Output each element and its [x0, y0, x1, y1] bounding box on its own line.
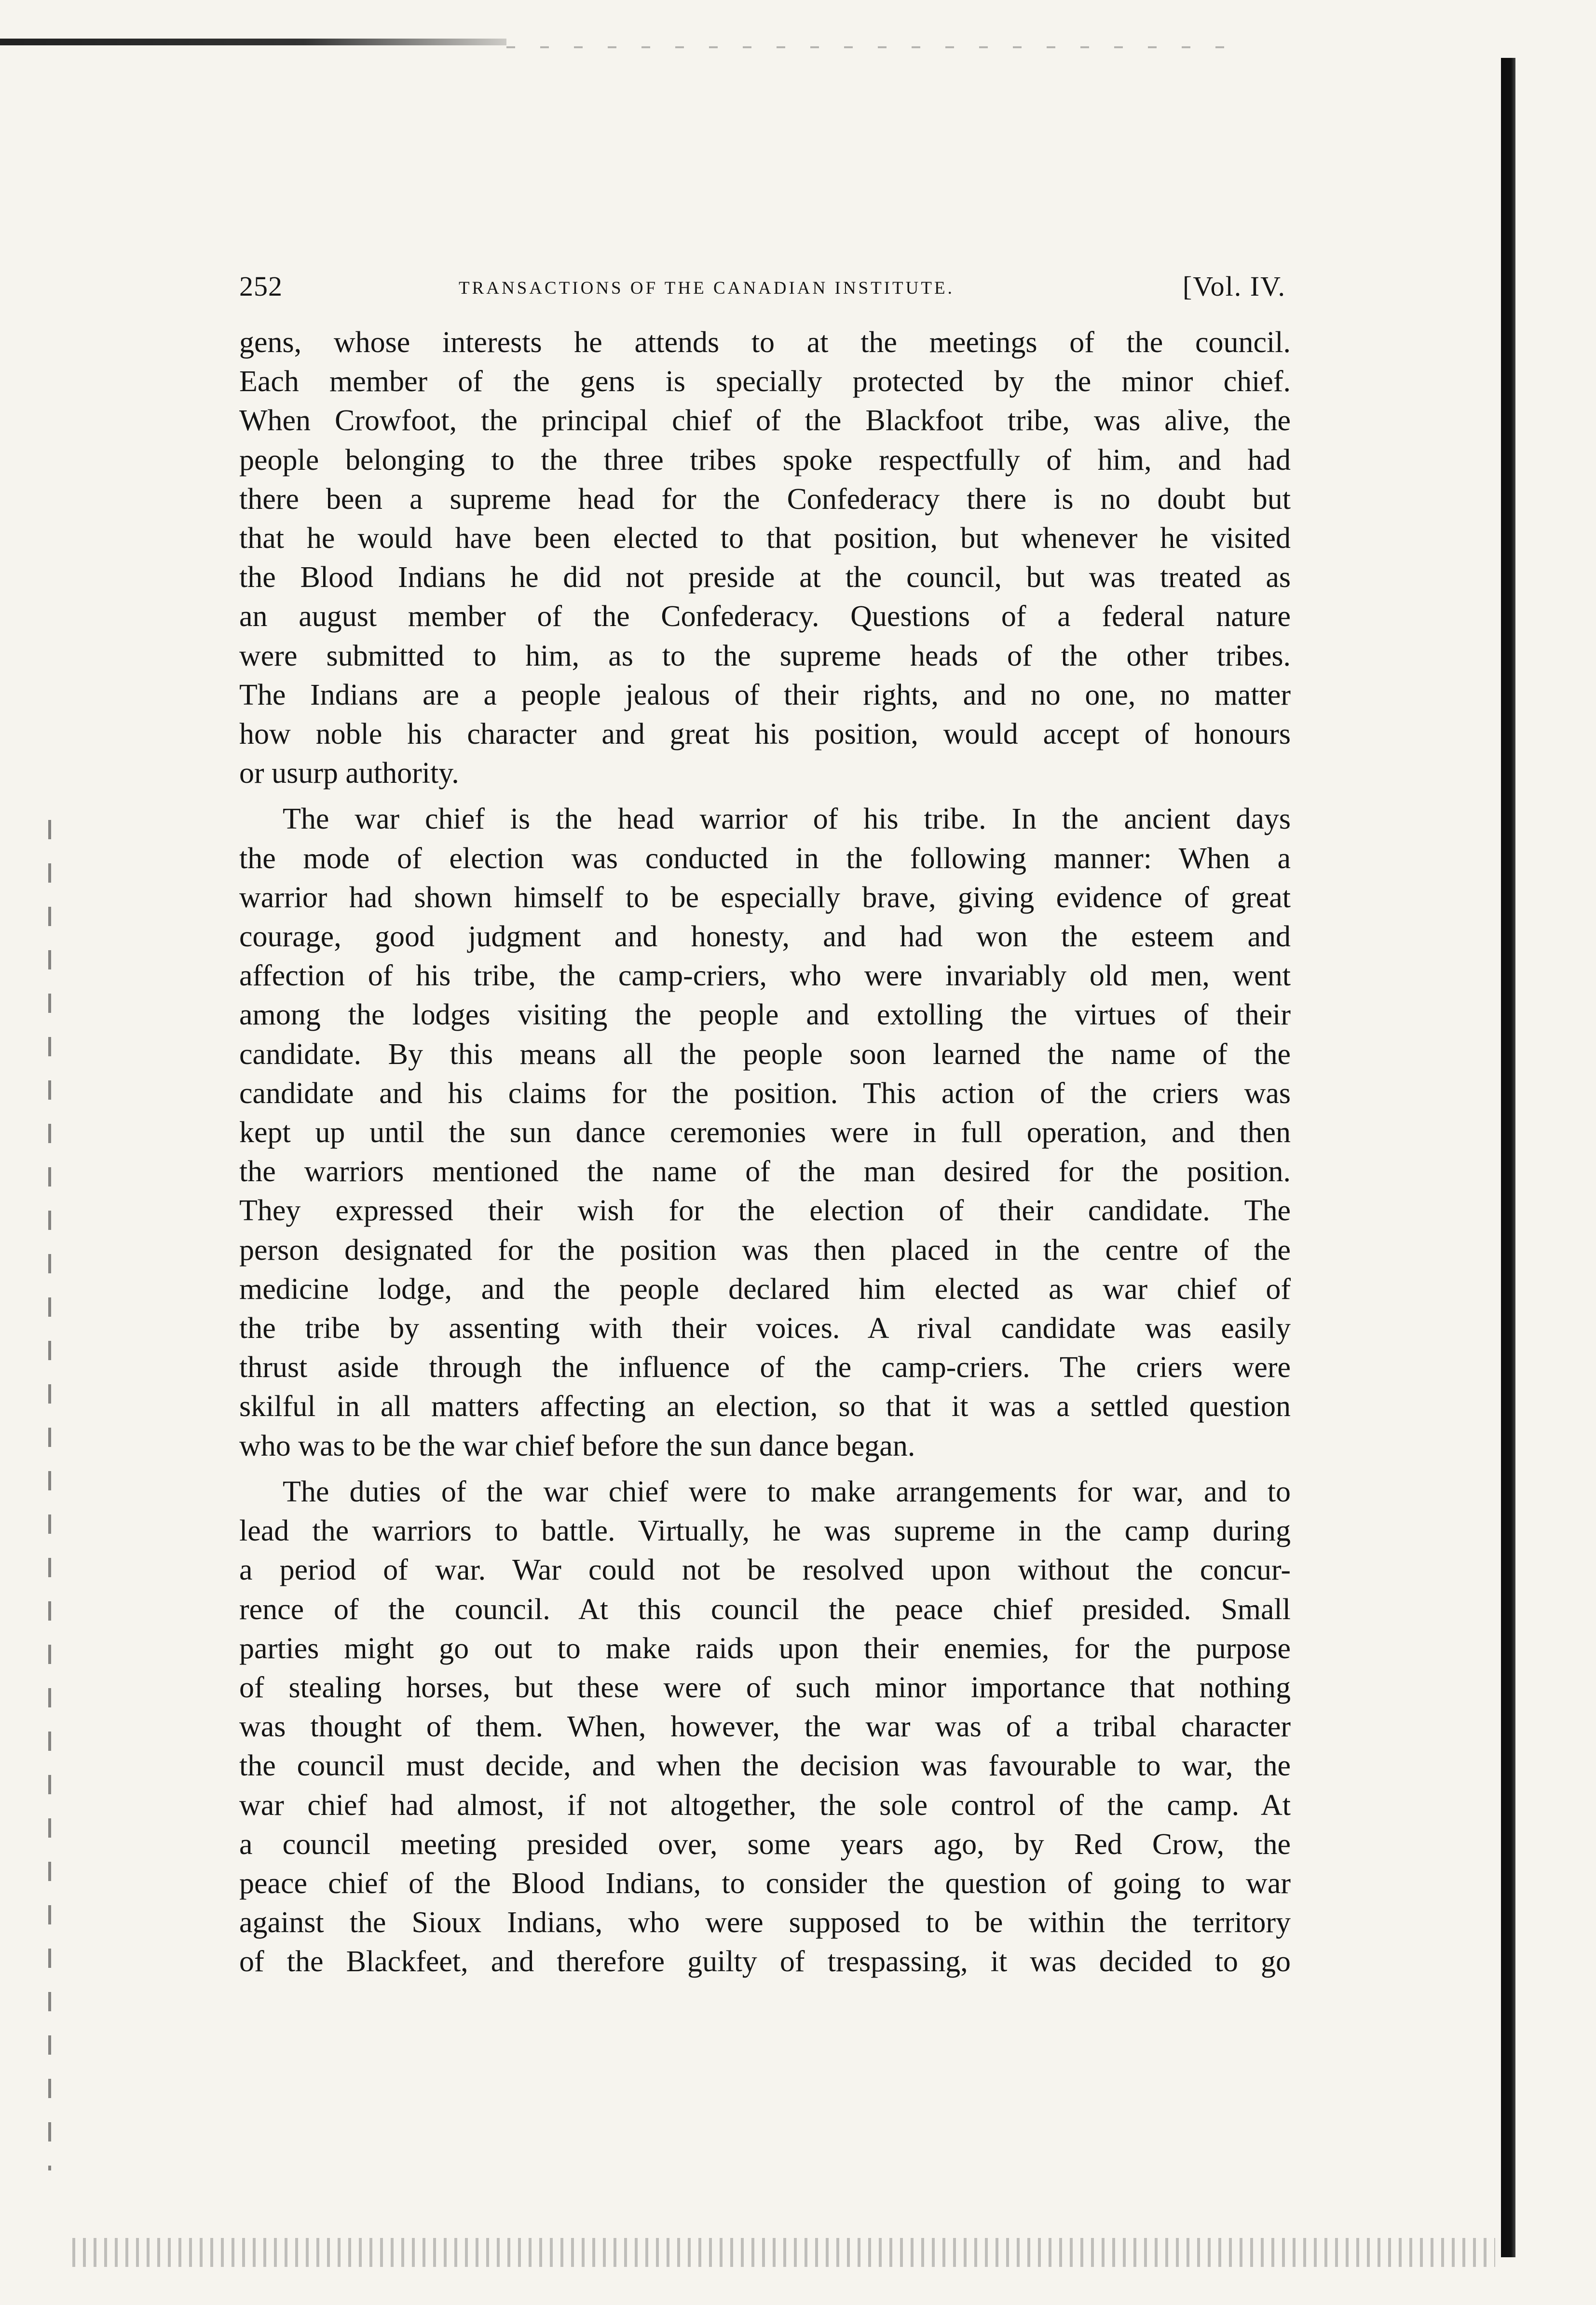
text-line: medicine lodge, and the people declared him elected as war chief of: [239, 1272, 1291, 1306]
bottom-edge-noise: [72, 2238, 1495, 2267]
text-line: The war chief is the head warrior of his tribe. In the ancient days: [283, 803, 1291, 836]
text-line: a council meeting presided over, some years ago, by Red Crow, the: [239, 1828, 1291, 1861]
paragraph: [239, 323, 1291, 793]
paragraph: [239, 1473, 1291, 1982]
text-line: parties might go out to make raids upon their enemies, for the purpose: [239, 1632, 1291, 1665]
scan-edge-rule: [0, 39, 506, 45]
running-title: TRANSACTIONS OF THE CANADIAN INSTITUTE.: [459, 278, 955, 298]
text-line: The duties of the war chief were to make arrangements for war, and to: [283, 1475, 1291, 1508]
scan-edge-noise: [506, 46, 1230, 48]
text-line: a period of war. War could not be resolved upon without the concur-: [239, 1554, 1291, 1587]
text-line: warrior had shown himself to be especially brave, giving evidence of great: [239, 881, 1291, 914]
text-line: the mode of election was conducted in the following manner: When a: [239, 842, 1291, 875]
text-line: the council must decide, and when the decision was favourable to war, the: [239, 1749, 1291, 1783]
text-line: thrust aside through the influence of the camp-criers. The criers were: [239, 1351, 1291, 1384]
text-line: They expressed their wish for the election of their candidate. The: [239, 1194, 1291, 1228]
page-number: 252: [239, 271, 283, 302]
text-line: peace chief of the Blood Indians, to consider the question of going to war: [239, 1867, 1291, 1900]
running-header: [239, 270, 1291, 314]
paragraph: [239, 800, 1291, 1465]
text-line: of the Blackfeet, and therefore guilty of trespassing, it was decided to go: [239, 1945, 1291, 1978]
text-line: candidate and his claims for the position. This action of the criers was: [239, 1077, 1291, 1110]
text-line: among the lodges visiting the people and extolling the virtues of their: [239, 998, 1291, 1032]
text-line: against the Sioux Indians, who were supposed to be within the territory: [239, 1906, 1291, 1939]
volume-label: [Vol. IV.: [1182, 271, 1286, 302]
text-line: candidate. By this means all the people soon learned the name of the: [239, 1037, 1291, 1071]
text-line: courage, good judgment and honesty, and had won the esteem and: [239, 920, 1291, 954]
text-line: skilful in all matters affecting an election, so that it was a settled question: [239, 1390, 1291, 1423]
text-line: kept up until the sun dance ceremonies were in full operation, and then: [239, 1116, 1291, 1149]
text-line: or usurp authority.: [239, 757, 459, 790]
text-line: there been a supreme head for the Confederacy there is no doubt but: [239, 482, 1291, 516]
book-spine-shadow: [1501, 58, 1515, 2257]
text-line: war chief had almost, if not altogether, the sole control of the camp. At: [239, 1788, 1291, 1822]
text-line: of stealing horses, but these were of such minor importance that nothing: [239, 1671, 1291, 1704]
text-line: was thought of them. When, however, the war was of a tribal character: [239, 1710, 1291, 1744]
text-line: the warriors mentioned the name of the man desired for the position.: [239, 1155, 1291, 1188]
text-line: were submitted to him, as to the supreme heads of the other tribes.: [239, 639, 1291, 672]
text-line: who was to be the war chief before the sun dance began.: [239, 1429, 915, 1462]
text-line: person designated for the position was then placed in the centre of the: [239, 1233, 1291, 1267]
body-text: [239, 323, 1291, 1989]
text-line: an august member of the Confederacy. Questions of a federal nature: [239, 600, 1291, 633]
text-line: rence of the council. At this council the peace chief presided. Small: [239, 1593, 1291, 1626]
text-line: the Blood Indians he did not preside at the council, but was treated as: [239, 561, 1291, 594]
left-margin-shadow: [48, 820, 51, 2170]
text-line: Each member of the gens is specially protected by the minor chief.: [239, 365, 1291, 398]
text-line: how noble his character and great his position, would accept of honours: [239, 718, 1291, 751]
text-line: When Crowfoot, the principal chief of the Blackfoot tribe, was alive, the: [239, 404, 1291, 437]
text-line: The Indians are a people jealous of their rights, and no one, no matter: [239, 678, 1291, 711]
text-line: lead the warriors to battle. Virtually, he was supreme in the camp during: [239, 1514, 1291, 1548]
text-line: that he would have been elected to that position, but whenever he visited: [239, 522, 1291, 555]
text-line: affection of his tribe, the camp-criers, who were invariably old men, went: [239, 959, 1291, 993]
text-line: the tribe by assenting with their voices. A rival candidate was easily: [239, 1312, 1291, 1345]
text-line: gens, whose interests he attends to at the meetings of the council.: [239, 326, 1291, 359]
text-line: people belonging to the three tribes spoke respectfully of him, and had: [239, 443, 1291, 477]
